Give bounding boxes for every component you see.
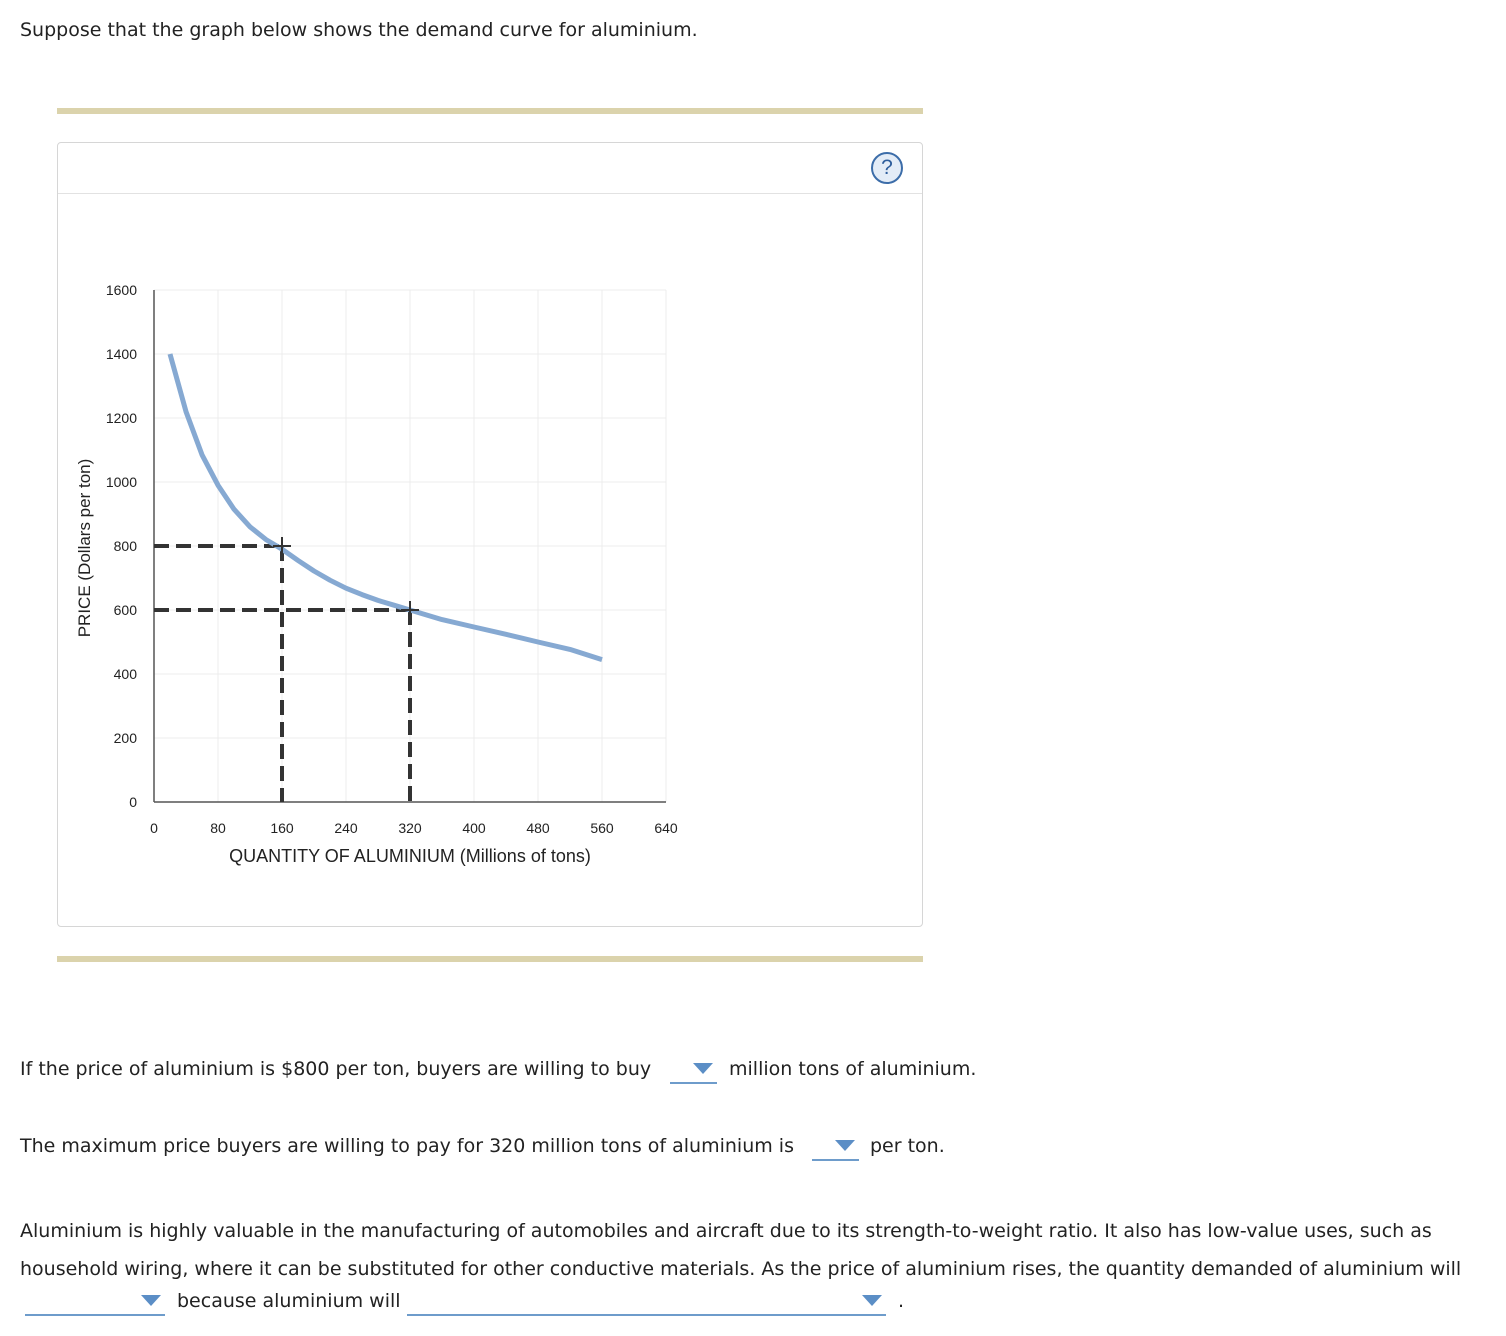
demand-curve: [170, 354, 602, 660]
y-tick-label: 1200: [105, 410, 137, 426]
x-tick-label: 80: [210, 820, 226, 836]
question3-middle: because aluminium will: [177, 1290, 401, 1312]
x-tick-label: 0: [150, 820, 158, 836]
question3-line2: household wiring, where it can be substituted for other conductive materials. As the price of aluminium rises, the quantity demanded of aluminium will: [20, 1258, 1462, 1280]
chevron-down-icon: [141, 1295, 161, 1306]
question3-line1: Aluminium is highly valuable in the manufacturing of automobiles and aircraft due to its strength-to-weight ratio. It also has low-value uses, such as: [20, 1220, 1432, 1242]
graph-panel: [57, 142, 923, 927]
question2-text: The maximum price buyers are willing to pay for 320 million tons of aluminium is: [20, 1135, 794, 1157]
y-tick-label: 0: [129, 794, 137, 810]
top-divider: [57, 108, 923, 114]
y-axis-title: PRICE (Dollars per ton): [75, 458, 94, 638]
question2-suffix: per ton.: [870, 1135, 945, 1157]
y-tick-label: 200: [113, 730, 137, 746]
y-tick-label: 800: [113, 538, 137, 554]
x-tick-label: 160: [270, 820, 294, 836]
chevron-down-icon: [693, 1063, 713, 1074]
question1-dropdown[interactable]: [670, 1056, 717, 1084]
chevron-down-icon: [835, 1140, 855, 1151]
x-tick-label: 480: [526, 820, 550, 836]
x-tick-label: 400: [462, 820, 486, 836]
y-tick-label: 1400: [105, 346, 137, 362]
question1-text: If the price of aluminium is $800 per ton, buyers are willing to buy: [20, 1058, 652, 1080]
x-tick-label: 560: [590, 820, 614, 836]
x-tick-label: 320: [398, 820, 422, 836]
question3-dropdown-1[interactable]: [25, 1288, 165, 1316]
x-tick-label: 640: [654, 820, 678, 836]
question3-end: .: [898, 1290, 905, 1312]
help-icon[interactable]: ?: [871, 152, 903, 184]
y-tick-label: 1000: [105, 474, 137, 490]
intro-text: Suppose that the graph below shows the demand curve for aluminium.: [20, 19, 698, 41]
question3-dropdown-2[interactable]: [407, 1288, 886, 1316]
y-tick-label: 600: [113, 602, 137, 618]
y-tick-label: 1600: [105, 282, 137, 298]
chevron-down-icon: [862, 1295, 882, 1306]
demand-chart: [58, 143, 920, 924]
question2-dropdown[interactable]: [812, 1133, 859, 1161]
bottom-divider: [57, 956, 923, 962]
x-axis-title: QUANTITY OF ALUMINIUM (Millions of tons): [229, 846, 591, 866]
question1-suffix: million tons of aluminium.: [729, 1058, 977, 1080]
x-tick-label: 240: [334, 820, 358, 836]
y-tick-label: 400: [113, 666, 137, 682]
